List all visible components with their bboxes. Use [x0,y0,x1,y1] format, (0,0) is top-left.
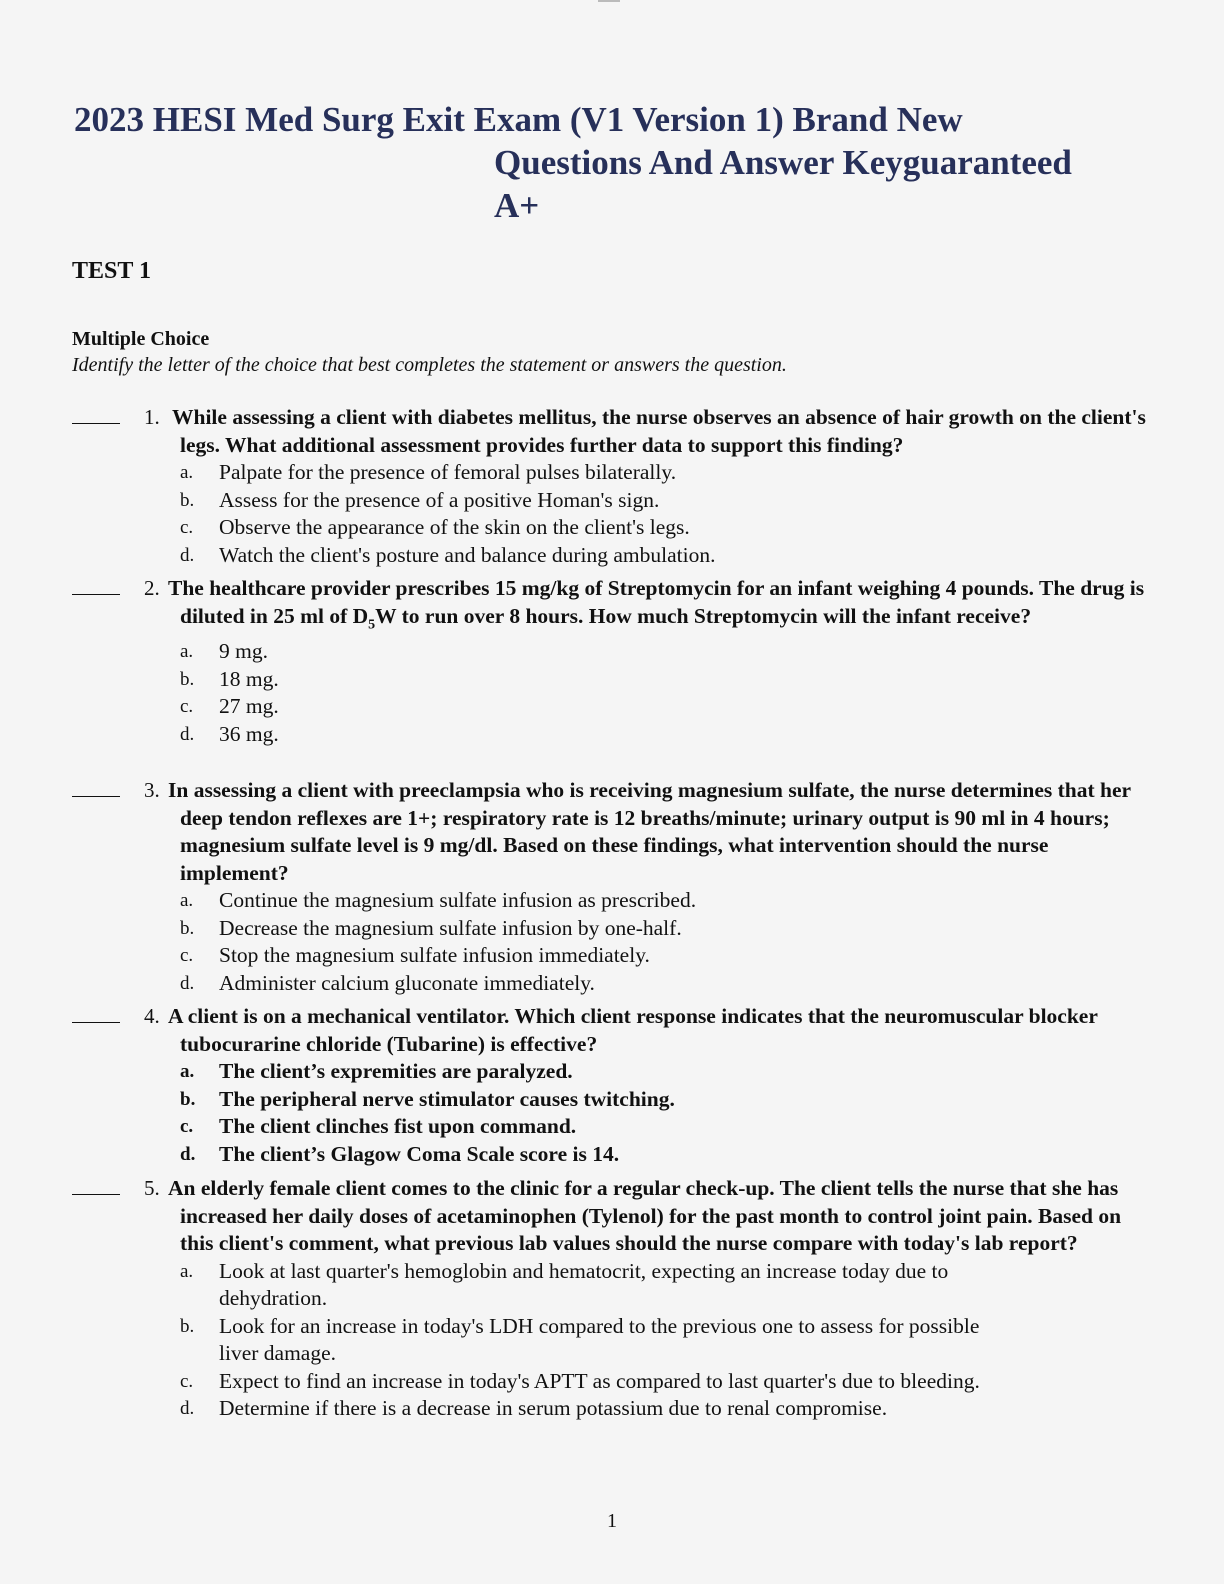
choice-item[interactable] [180,693,1224,721]
choice-item[interactable] [180,459,1224,487]
choice-list [0,1258,1224,1423]
header-mark [598,0,620,2]
choice-letter: a. [180,1061,195,1082]
question-stem: In assessing a client with preeclampsia who is receiving magnesium sulfate, the nurse determines that her deep tendon reflexes are 1+; respiratory rate is 12 breaths/minute; urinary output is 90 ml in 4 hours; magnesium sulfate level is 9 mg/dl. Based on these findings, what intervention should the nurse implement? [168,778,1131,885]
question-stem: While assessing a client with diabetes mellitus, the nurse observes an absence of hair growth on the client's legs. What additional assessment provides further data to support this finding? [172,405,1146,457]
question-number: 2. [144,576,160,600]
page-number: 1 [607,1510,617,1532]
choice-text: Determine if there is a decrease in serum potassium due to renal compromise. [219,1396,888,1420]
section-heading: Multiple Choice [72,328,210,350]
choice-item[interactable] [180,887,1224,915]
choice-list [0,887,1224,997]
choice-text: Expect to find an increase in today's APTT as compared to last quarter's due to bleeding. [219,1368,980,1393]
choice-text: Observe the appearance of the skin on the client's legs. [219,515,690,539]
question-stem [168,575,1180,638]
choice-text: Look for an increase in today's LDH compared to the previous one to assess for possible liver damage. [219,1313,980,1365]
choice-item[interactable] [180,1113,1224,1141]
choice-item[interactable] [180,638,1224,666]
question-3 [0,777,1224,997]
choice-letter: a. [180,641,194,663]
choice-letter: d. [180,723,195,745]
choice-letter: a. [180,890,194,911]
choice-list [0,459,1224,569]
question-number: 1. [144,405,160,429]
question-number: 5. [144,1176,160,1200]
answer-blank[interactable] [72,777,120,797]
choice-text: Stop the magnesium sulfate infusion immediately. [219,943,650,967]
choice-text: The client clinches fist upon command. [219,1114,577,1138]
choice-letter: d. [180,544,195,566]
question-number: 3. [144,778,160,802]
answer-blank[interactable] [72,404,120,424]
choice-text: The client’s expremities are paralyzed. [219,1059,573,1083]
choice-letter: b. [180,1315,195,1337]
answer-blank[interactable] [72,575,120,595]
choice-item[interactable] [180,1395,1224,1423]
choice-text: 18 mg. [219,666,279,691]
answer-blank[interactable] [72,1003,120,1023]
choice-item[interactable] [180,721,1224,749]
choice-list [0,1058,1224,1168]
choice-letter: a. [180,462,194,483]
stem-text-part-1: The healthcare provider prescribes 15 mg/kg of Streptomycin for an infant weighing 4 pounds. The drug is diluted in 25 ml of D [168,576,1145,628]
choice-letter: d. [180,1143,196,1165]
choice-letter: b. [180,489,195,511]
question-stem: A client is on a mechanical ventilator. Which client response indicates that the neuromuscular blocker tubocurarine chloride (Tubarine) is effective? [168,1004,1098,1056]
choice-item[interactable] [180,1368,1224,1396]
choice-text: The client’s Glagow Coma Scale score is 14. [219,1141,620,1166]
choice-text: Assess for the presence of a positive Homan's sign. [219,487,660,512]
choice-letter: c. [180,696,194,718]
question-number: 4. [144,1004,160,1028]
choice-item[interactable] [180,942,1224,970]
choice-text: Decrease the magnesium sulfate infusion by one-half. [219,915,682,940]
choice-item[interactable] [180,514,1224,542]
question-stem: An elderly female client comes to the clinic for a regular check-up. The client tells the nurse that she has increased her daily doses of acetaminophen (Tylenol) for the past month to control joint pain. Based on this client's comment, what previous lab values should the nurse compare with today's lab report? [168,1176,1122,1255]
choice-letter: b. [180,917,195,939]
question-1 [0,404,1224,569]
choice-letter: b. [180,1088,196,1110]
choice-item[interactable] [180,1258,1224,1313]
choice-text: The peripheral nerve stimulator causes twitching. [219,1086,675,1111]
choice-text: Watch the client's posture and balance during ambulation. [219,542,716,567]
choice-item[interactable] [180,666,1224,694]
choice-letter: c. [180,517,194,538]
choice-item[interactable] [180,1086,1224,1114]
stem-subscript: 5 [368,616,376,632]
choice-text: Administer calcium gluconate immediately. [219,970,595,995]
choice-item[interactable] [180,1313,1224,1368]
choice-item[interactable] [180,915,1224,943]
instructions: Identify the letter of the choice that best completes the statement or answers the question. [72,354,787,376]
choice-text: Look at last quarter's hemoglobin and hematocrit, expecting an increase today due to dehydration. [219,1258,949,1310]
answer-blank[interactable] [72,1175,120,1195]
choice-letter: d. [180,1398,195,1419]
test-heading: TEST 1 [72,258,151,284]
choice-letter: c. [180,1370,194,1392]
choice-letter: b. [180,668,195,690]
choice-letter: c. [180,1116,194,1137]
question-2 [0,575,1224,748]
choice-letter: c. [180,945,194,966]
title-line-1: 2023 HESI Med Surg Exit Exam (V1 Version 1) Brand New [74,100,963,139]
choice-list [0,638,1224,748]
stem-text-part-2: W to run over 8 hours. How much Streptomycin will the infant receive? [375,603,1032,628]
title-line-2: Questions And Answer Keyguaranteed [494,143,1072,182]
document-title [74,98,1154,227]
choice-item[interactable] [180,970,1224,998]
choice-letter: d. [180,972,195,994]
choice-item[interactable] [180,487,1224,515]
choice-letter: a. [180,1260,194,1282]
choice-text: 27 mg. [219,694,279,719]
choice-text: Palpate for the presence of femoral pulses bilaterally. [219,460,677,484]
title-line-3: A+ [494,186,540,225]
choice-text: Continue the magnesium sulfate infusion as prescribed. [219,888,697,912]
choice-text: 9 mg. [219,639,268,664]
question-5 [0,1175,1224,1423]
question-4 [0,1003,1224,1168]
choice-text: 36 mg. [219,721,279,746]
choice-item[interactable] [180,542,1224,570]
choice-item[interactable] [180,1058,1224,1086]
choice-item[interactable] [180,1141,1224,1169]
